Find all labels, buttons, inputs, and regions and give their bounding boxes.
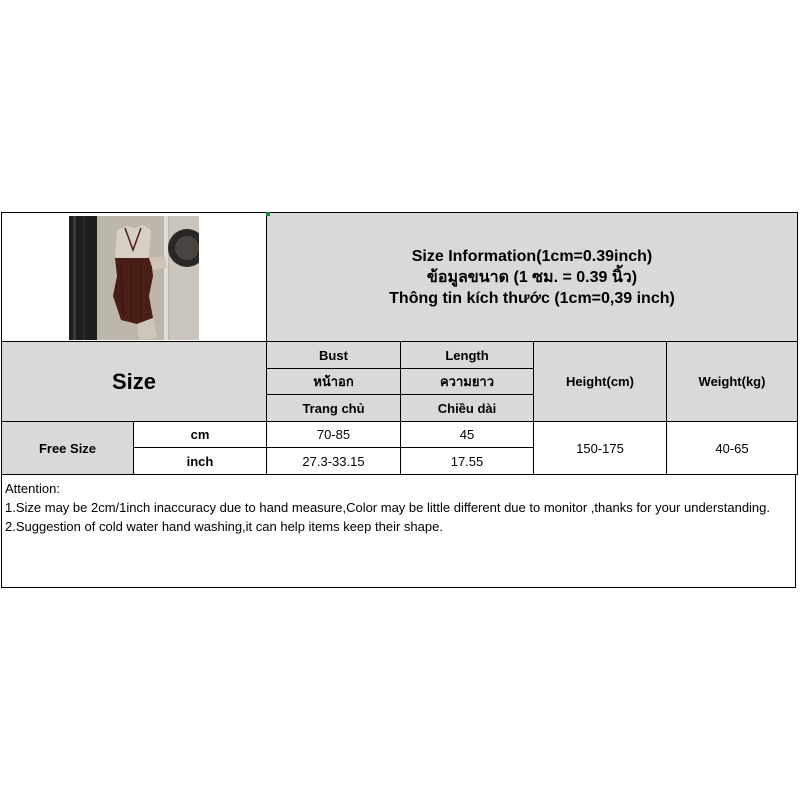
bust-header-vietnamese: Trang chủ	[267, 395, 401, 422]
height-header: Height(cm)	[534, 342, 667, 422]
cell-corner-marker	[266, 212, 270, 216]
bust-inch-value: 27.3-33.15	[267, 448, 401, 475]
title-vietnamese: Thông tin kích thước (1cm=0,39 inch)	[389, 289, 675, 307]
attention-heading: Attention:	[5, 481, 60, 496]
bust-header: Bust	[267, 342, 401, 369]
size-table	[1, 212, 798, 475]
size-information-title	[267, 213, 798, 342]
title-thai: ข้อมูลขนาด (1 ซม. = 0.39 นิ้ว)	[426, 268, 638, 286]
attention-notes	[1, 475, 796, 588]
length-header-thai: ความยาว	[401, 369, 534, 395]
attention-line-2: 2.Suggestion of cold water hand washing,it can help items keep their shape.	[5, 519, 443, 534]
unit-cm: cm	[134, 422, 267, 448]
product-photo-cell	[2, 213, 267, 342]
size-chart	[1, 212, 798, 589]
attention-line-1: 1.Size may be 2cm/1inch inaccuracy due to hand measure,Color may be little different due to monitor ,thanks for your understanding.	[5, 500, 771, 515]
height-value: 150-175	[534, 422, 667, 475]
title-english: Size Information(1cm=0.39inch)	[411, 247, 653, 265]
weight-header: Weight(kg)	[667, 342, 798, 422]
bust-header-thai: หน้าอก	[267, 369, 401, 395]
free-size-label: Free Size	[2, 422, 134, 475]
weight-value: 40-65	[667, 422, 798, 475]
product-photo	[69, 216, 199, 340]
length-header: Length	[401, 342, 534, 369]
unit-inch: inch	[134, 448, 267, 475]
length-header-vietnamese: Chiều dài	[401, 395, 534, 422]
bust-cm-value: 70-85	[267, 422, 401, 448]
length-inch-value: 17.55	[401, 448, 534, 475]
size-header: Size	[2, 342, 267, 422]
length-cm-value: 45	[401, 422, 534, 448]
